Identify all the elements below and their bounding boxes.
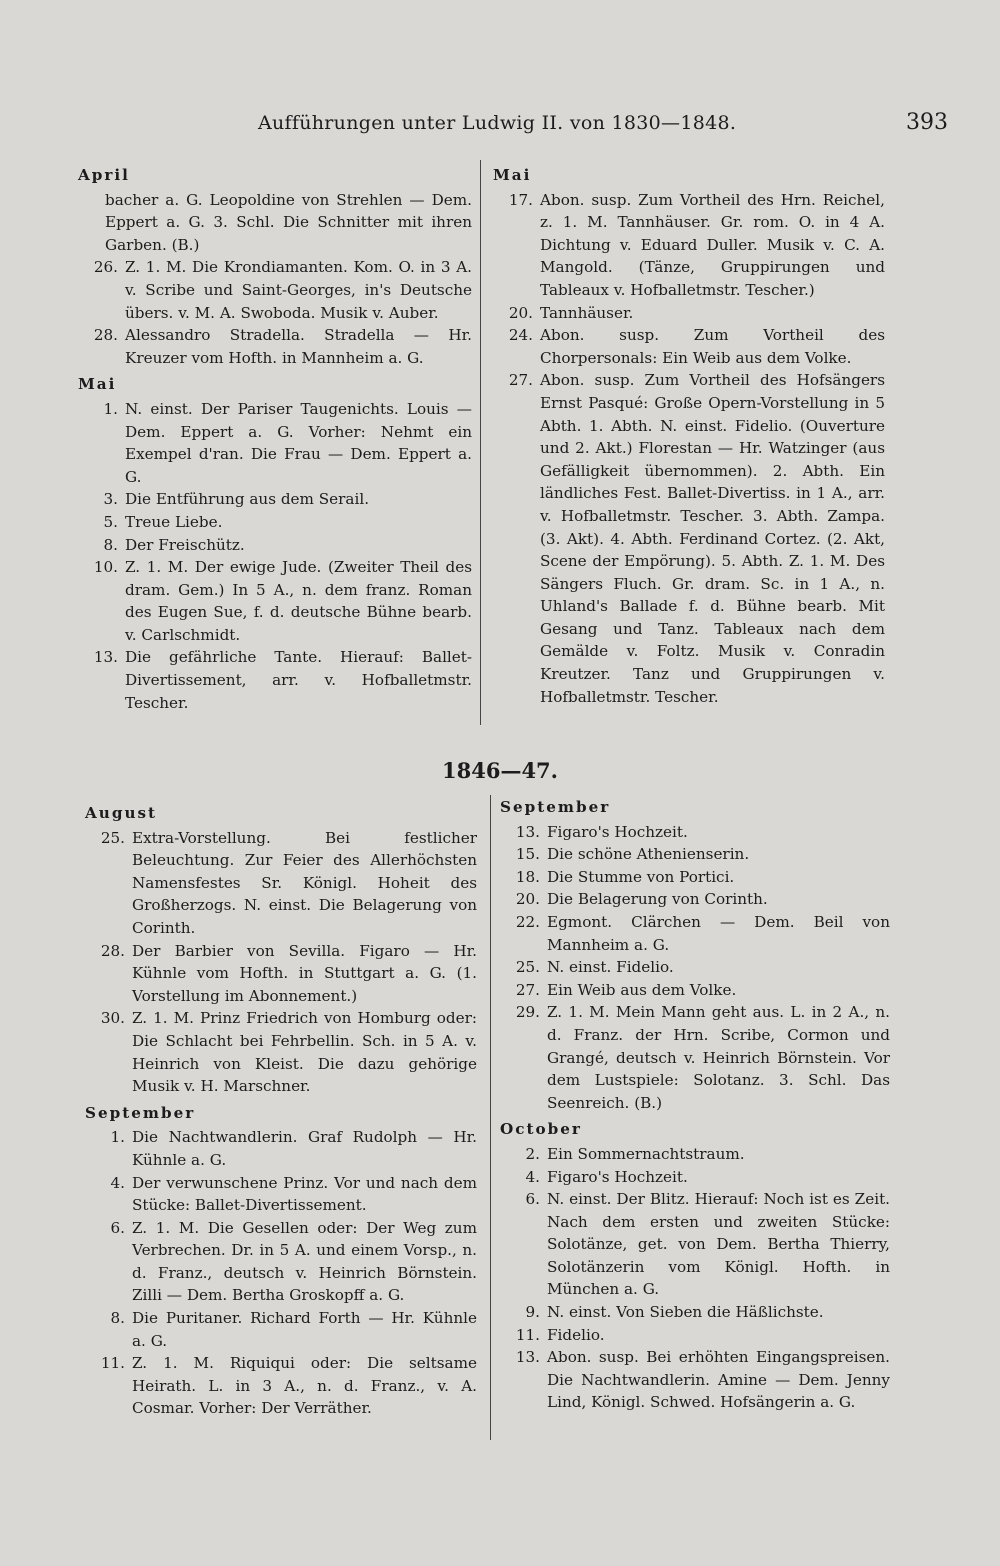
entry-text: Die Belagerung von Corinth. (547, 890, 768, 909)
performance-entry (500, 866, 890, 889)
entry-day: 13. (515, 822, 540, 841)
entry-day: 11. (515, 1325, 540, 1344)
entry-text: Tannhäuser. (540, 303, 634, 322)
entry-day: 11. (100, 1354, 125, 1373)
entry-text: Z. 1. M. Prinz Friedrich von Homburg oder: Die Schlacht bei Fehrbellin. Sch. in 5 A. v. Heinrich von Kleist. Die dazu gehörige Musik v. H. Marschner. (132, 1009, 477, 1096)
entry-day: 8. (110, 1309, 125, 1328)
entry-text: N. einst. Fidelio. (547, 958, 674, 977)
entry-text: Ein Weib aus dem Volke. (547, 980, 737, 999)
entry-text: Die Puritaner. Richard Forth — Hr. Kühnle a. G. (132, 1309, 477, 1350)
performance-entry (78, 256, 472, 324)
performance-entry (500, 1346, 890, 1414)
performance-entry (85, 1007, 477, 1097)
entry-text: Figaro's Hochzeit. (547, 822, 688, 841)
entry-text: Die gefährliche Tante. Hierauf: Ballet-Divertissement, arr. v. Hofballetmstr. Tescher. (125, 648, 472, 712)
entry-text: Der Barbier von Sevilla. Figaro — Hr. Kühnle vom Hofth. in Stuttgart a. G. (1. Vorstellung im Abonnement.) (132, 941, 477, 1005)
entry-day: 13. (93, 648, 118, 667)
entry-text: N. einst. Von Sieben die Häßlichste. (547, 1303, 824, 1322)
entry-day: 17. (508, 190, 533, 209)
performance-entry (85, 1307, 477, 1352)
entry-text: Z. 1. M. Der ewige Jude. (Zweiter Theil des dram. Gem.) In 5 A., n. dem franz. Roman des Eugen Sue, f. d. deutsche Bühne bearb. v. Carlschmidt. (125, 558, 472, 644)
month-heading: October (500, 1120, 582, 1139)
month-heading: September (500, 798, 611, 816)
performance-entry (500, 821, 890, 844)
performance-entry (78, 646, 472, 714)
entry-day: 4. (525, 1167, 540, 1186)
entry-day: 10. (93, 558, 118, 577)
entry-text: Die Stumme von Portici. (547, 867, 735, 886)
performance-entry (500, 843, 890, 866)
entry-day: 22. (515, 912, 540, 931)
entry-day: 1. (103, 399, 118, 418)
right-column-top (493, 160, 885, 708)
entry-day: 25. (515, 958, 540, 977)
month-heading: Mai (78, 375, 117, 394)
entry-day: 5. (103, 512, 118, 531)
entry-day: 27. (515, 980, 540, 999)
entry-day: 9. (525, 1303, 540, 1322)
entry-day: 3. (103, 490, 118, 509)
performance-entry (493, 324, 885, 369)
entry-text: Z. 1. M. Riquiqui oder: Die seltsame Heirath. L. in 3 A., n. d. Franz., v. A. Cosmar. Vorher: Der Verräther. (132, 1354, 477, 1418)
entry-day: 8. (103, 535, 118, 554)
running-header: Aufführungen unter Ludwig II. von 1830—1848. (258, 112, 737, 134)
entry-text: Z. 1. M. Die Gesellen oder: Der Weg zum Verbrechen. Dr. in 5 A. und einem Vorsp., n. d. Franz., deutsch v. Heinrich Börnstein. Zilli — Dem. Bertha Groskopff a. G. (132, 1218, 477, 1305)
performance-entry (500, 1166, 890, 1189)
performance-entry (78, 511, 472, 534)
entry-text: Abon. susp. Zum Vortheil des Hrn. Reichel, z. 1. M. Tannhäuser. Gr. rom. O. in 4 A. Dichtung v. Eduard Duller. Musik v. C. A. Mangold. (Tänze, Gruppirungen und Tableaux v. Hofballetmstr. Tescher.) (540, 190, 885, 299)
entry-text: Die Entführung aus dem Serail. (125, 490, 370, 509)
performance-entry (78, 398, 472, 488)
entry-day: 20. (508, 303, 533, 322)
entry-text: Der Freischütz. (125, 535, 245, 554)
entry-day: 13. (515, 1348, 540, 1367)
performance-entry (85, 1172, 477, 1217)
entry-text: Abon. susp. Zum Vortheil des Hofsängers Ernst Pasqué: Große Opern-Vorstellung in 5 Abth. 1. Abth. N. einst. Fidelio. (Ouverture und 2. Akt.) Florestan — Hr. Watzinger (aus Gefälligkeit übernommen). 2. Abth. Ein ländliches Fest. Ballet-Divertiss. in 1 A., arr. v. Hofballetmstr. Tescher. 3. Abth. Zampa. (3. Akt). 4. Abth. Ferdinand Cortez. (2. Akt, Scene der Empörung). 5. Abth. Z. 1. M. Des Sängers Fluch. Gr. dram. Sc. in 1 A., n. Uhland's Ballade f. d. Bühne bearb. Mit Gesang und Tanz. Tableaux nach dem Gemälde v. Foltz. Musik v. Conradin Kreutzer. Tanz und Gruppirungen v. Hofballetmstr. Tescher. (540, 371, 885, 706)
entry-day: 30. (100, 1009, 125, 1028)
performance-entry (78, 534, 472, 557)
month-heading: September (85, 1103, 196, 1122)
performance-entry (85, 1352, 477, 1420)
entry-text: Treue Liebe. (125, 512, 223, 531)
entry-text: Figaro's Hochzeit. (547, 1167, 688, 1186)
performance-entry (500, 979, 890, 1002)
entry-day: 20. (515, 890, 540, 909)
left-column-top (78, 160, 472, 714)
entry-day: 24. (508, 326, 533, 345)
performance-entry (85, 827, 477, 940)
entry-day: 28. (100, 941, 125, 960)
entry-text: Fidelio. (547, 1325, 605, 1344)
entry-day: 25. (100, 828, 125, 847)
left-column-bottom (85, 798, 477, 1420)
entry-text: Alessandro Stradella. Stradella — Hr. Kreuzer vom Hofth. in Mannheim a. G. (125, 326, 472, 367)
performance-entry (78, 324, 472, 369)
month-heading: Mai (493, 166, 532, 184)
entry-text: N. einst. Der Pariser Taugenichts. Louis — Dem. Eppert a. G. Vorher: Nehmt ein Exempel d'ran. Die Frau — Dem. Eppert a. G. (125, 399, 472, 486)
column-divider (480, 160, 481, 725)
entry-day: 6. (525, 1190, 540, 1209)
entry-text: Z. 1. M. Die Krondiamanten. Kom. O. in 3 A. v. Scribe und Saint-Georges, in's Deutsche übers. v. M. A. Swoboda. Musik v. Auber. (125, 258, 472, 322)
performance-entry (500, 911, 890, 956)
right-column-bottom (500, 792, 890, 1414)
performance-entry (78, 556, 472, 646)
entry-text: Abon. susp. Zum Vortheil des Chorpersonals: Ein Weib aus dem Volke. (540, 326, 885, 367)
performance-entry (500, 1143, 890, 1166)
performance-entry (85, 1217, 477, 1307)
performance-entry (493, 369, 885, 708)
entry-day: 28. (93, 326, 118, 345)
performance-entry (493, 302, 885, 325)
entry-day: 26. (93, 258, 118, 277)
column-divider (490, 795, 491, 1440)
performance-entry (493, 189, 885, 302)
page-number: 393 (906, 110, 948, 135)
performance-entry (500, 1324, 890, 1347)
entry-day: 18. (515, 867, 540, 886)
entry-text: Die schöne Athenienserin. (547, 845, 750, 864)
entry-text: Abon. susp. Bei erhöhten Eingangspreisen. Die Nachtwandlerin. Amine — Dem. Jenny Lind, Königl. Schwed. Hofsängerin a. G. (547, 1348, 890, 1412)
entry-text: Ein Sommernachtstraum. (547, 1144, 745, 1163)
performance-entry (500, 956, 890, 979)
entry-day: 15. (515, 845, 540, 864)
season-heading: 1846—47. (442, 758, 558, 783)
entry-text: Der verwunschene Prinz. Vor und nach dem Stücke: Ballet-Divertissement. (132, 1173, 477, 1215)
entry-day: 27. (508, 371, 533, 390)
entry-text: N. einst. Der Blitz. Hierauf: Noch ist es Zeit. Nach dem ersten und zweiten Stücke: Solotänze, get. von Dem. Bertha Thierry, Solotänzerin vom Königl. Hofth. in München a. G. (547, 1190, 890, 1299)
entry-day: 4. (110, 1173, 125, 1192)
entry-day: 2. (525, 1144, 540, 1163)
performance-entry (500, 1001, 890, 1114)
performance-entry (500, 1301, 890, 1324)
entry-text: Egmont. Clärchen — Dem. Beil von Mannheim a. G. (547, 912, 890, 954)
entry-text: Extra-Vorstellung. Bei festlicher Beleuchtung. Zur Feier des Allerhöchsten Namensfestes Sr. Königl. Hoheit des Großherzogs. N. einst. Die Belagerung von Corinth. (132, 828, 477, 937)
performance-entry (85, 940, 477, 1008)
performance-entry (85, 1126, 477, 1171)
entry-day: 6. (110, 1218, 125, 1237)
month-heading: August (85, 804, 158, 822)
entry-day: 29. (515, 1003, 540, 1022)
performance-entry (78, 488, 472, 511)
month-heading: April (78, 166, 130, 184)
entry-text: Z. 1. M. Mein Mann geht aus. L. in 2 A., n. d. Franz. der Hrn. Scribe, Cormon und Grangé, deutsch v. Heinrich Börnstein. Vor dem Lustspiele: Solotanz. 3. Schl. Das Seenreich. (B.) (547, 1003, 890, 1112)
entry-continuation: bacher a. G. Leopoldine von Strehlen — Dem. Eppert a. G. 3. Schl. Die Schnitter mit ihren Garben. (B.) (105, 190, 472, 254)
performance-entry (500, 1188, 890, 1301)
entry-day: 1. (110, 1128, 125, 1147)
performance-entry (500, 888, 890, 911)
entry-text: Die Nachtwandlerin. Graf Rudolph — Hr. Kühnle a. G. (132, 1128, 477, 1169)
